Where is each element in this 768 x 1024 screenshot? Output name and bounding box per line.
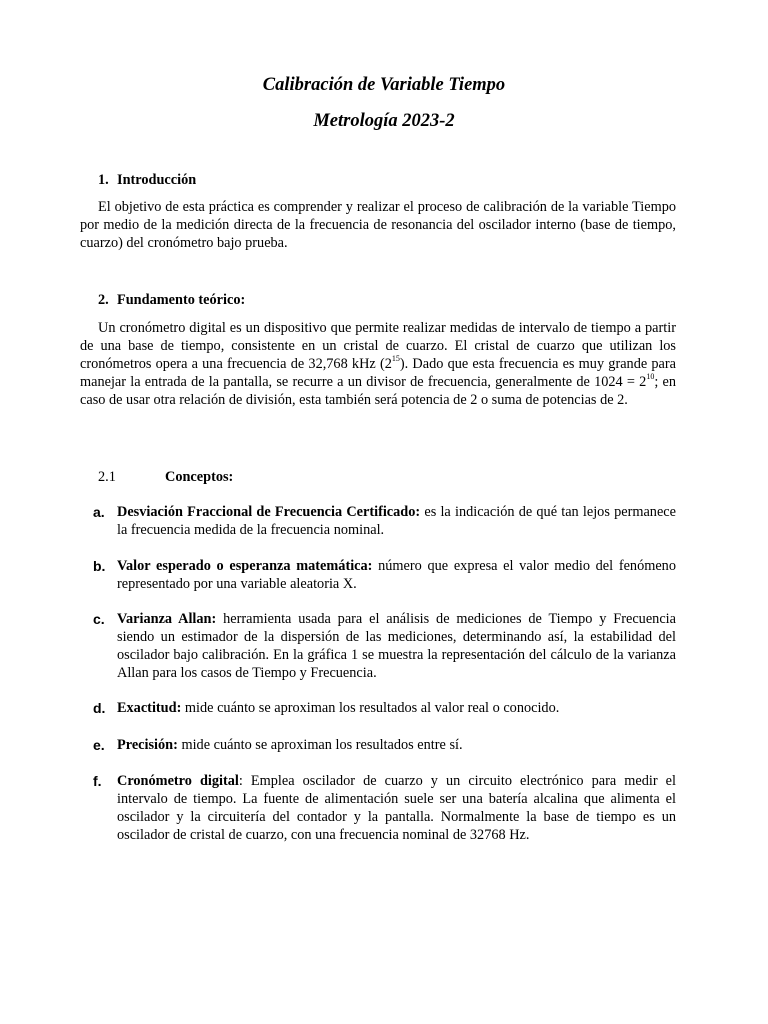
section-2-text-a: Un cronómetro digital es un dispositivo que permite realizar medidas de intervalo de tiempo a partir de una base de tiempo, consistente en un cristal de cuarzo. El cristal de cuarzo que utilizan los cronómetros opera a una frecuencia de 32,768 kHz (2: [80, 320, 676, 372]
concept-text: mide cuánto se aproximan los resultados entre sí.: [177, 737, 463, 753]
section-1-paragraph: El objetivo de esta práctica es comprender y realizar el proceso de calibración de la variable Tiempo por medio de la medición directa de la frecuencia de resonancia del oscilador interno (base de tiempo, cuarzo) del cronómetro bajo prueba.: [80, 199, 676, 251]
concept-term: Desviación Fraccional de Frecuencia Certificado:: [117, 504, 421, 520]
concept-text: herramienta usada para el análisis de mediciones de Tiempo y Frecuencia siendo un estimador de la dispersión de las mediciones, determinando así, la estabilidad del oscilador bajo calibración. En la gráfica 1 se muestra la representación del cálculo de la varianza Allan para los casos de Tiempo y Frecuencia.: [117, 611, 676, 681]
list-marker: a.: [93, 504, 105, 520]
section-2-number: 2.: [98, 292, 109, 308]
section-2-text-c: ; en caso de usar otra relación de división, esta también será potencia de 2 o suma de potencias de 2.: [80, 374, 676, 408]
list-item-e: [80, 736, 676, 754]
section-2-paragraph: [80, 319, 676, 409]
list-marker: e.: [93, 737, 105, 753]
concept-term: Valor esperado o esperanza matemática:: [117, 558, 373, 574]
section-1-title: Introducción: [117, 172, 197, 188]
concept-term: Precisión:: [117, 737, 178, 753]
list-marker: d.: [93, 700, 106, 716]
document-title: Calibración de Variable Tiempo: [262, 75, 506, 95]
list-item-a: [80, 503, 676, 539]
concept-term: Exactitud:: [117, 700, 182, 716]
section-1-number: 1.: [98, 172, 109, 188]
list-item-d: [80, 699, 676, 717]
exponent-15: 15: [391, 354, 400, 363]
list-item-b: [80, 557, 676, 593]
concept-text: : Emplea oscilador de cuarzo y un circuito electrónico para medir el intervalo de tiempo. La fuente de alimentación suele ser una batería alcalina que alimenta el oscilador y la circuitería del contador y la pantalla. Normalmente la base de tiempo es un oscilador de cristal de cuarzo, con una frecuencia nominal de 32768 Hz.: [117, 773, 676, 843]
concept-term: Varianza Allan:: [117, 611, 217, 627]
list-marker: c.: [93, 611, 105, 627]
concept-text: mide cuánto se aproximan los resultados al valor real o conocido.: [181, 700, 560, 716]
list-item-c: [80, 610, 676, 682]
subsection-number: 2.1: [98, 469, 116, 485]
section-2-title: Fundamento teórico:: [117, 292, 246, 308]
document-subtitle: Metrología 2023-2: [313, 111, 455, 131]
concept-term: Cronómetro digital: [117, 773, 239, 789]
concept-text: número que expresa el valor medio del fenómeno representado por una variable aleatoria X.: [117, 558, 676, 592]
section-2-text-b: ). Dado que esta frecuencia es muy grande para manejar la entrada de la pantalla, se recurre a un divisor de frecuencia, generalmente de 1024 = 2: [80, 356, 676, 390]
list-marker: b.: [93, 558, 106, 574]
concept-text: es la indicación de qué tan lejos permanece la frecuencia medida de la frecuencia nominal.: [117, 504, 676, 538]
list-marker: f.: [93, 773, 102, 789]
list-item-f: [80, 772, 676, 844]
exponent-10: 10: [646, 372, 655, 381]
subsection-title: Conceptos:: [165, 469, 234, 485]
